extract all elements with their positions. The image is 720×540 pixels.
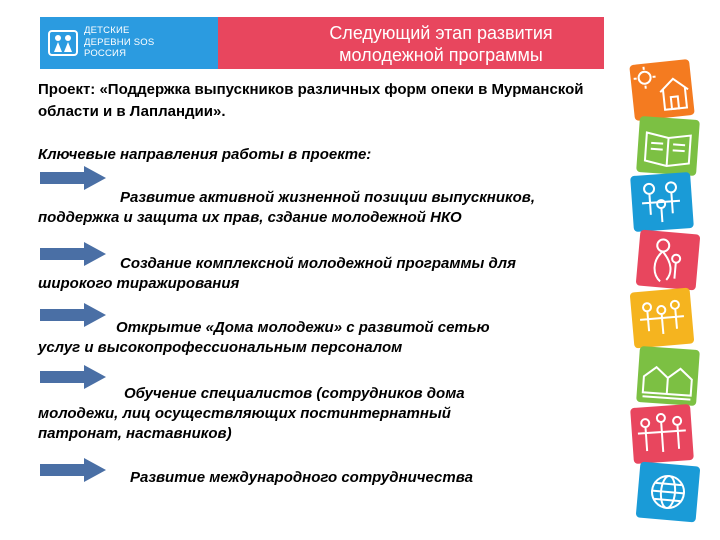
house-sun-icon xyxy=(629,59,695,121)
direction-line: молодежи, лиц осуществляющих постинтернатный xyxy=(38,405,451,422)
people-group-icon xyxy=(630,404,694,464)
direction-item xyxy=(38,318,628,358)
logo-text: ДЕТСКИЕ ДЕРЕВНИ SOS РОССИЯ xyxy=(84,25,155,59)
arrow-icon xyxy=(40,166,106,190)
village-icon xyxy=(636,346,700,406)
direction-item xyxy=(38,384,628,444)
sos-children-logo-icon xyxy=(48,28,78,58)
mother-child-icon xyxy=(636,229,701,290)
direction-line: широкого тиражирования xyxy=(38,275,240,292)
decorative-tiles xyxy=(622,62,718,532)
project-description: Проект: «Поддержка выпускников различных форм опеки в Мурманской области и в Лапландии». xyxy=(38,81,584,120)
direction-line: поддержка и защита их прав, сздание молодежной НКО xyxy=(38,209,462,226)
direction-item xyxy=(38,254,628,294)
sos-logo xyxy=(40,17,218,69)
direction-line: Открытие «Дома молодежи» с развитой сетью xyxy=(116,319,490,336)
direction-line: Развитие активной жизненной позиции выпускников, xyxy=(120,189,536,206)
direction-item xyxy=(38,188,628,228)
direction-line: Создание комплексной молодежной программы для xyxy=(120,255,516,272)
page-title xyxy=(218,17,604,69)
book-icon xyxy=(636,116,700,176)
title-line-2: молодежной программы xyxy=(339,45,543,65)
title-line-1: Следующий этап развития xyxy=(329,23,553,43)
family-icon xyxy=(630,172,694,232)
direction-item xyxy=(38,468,628,488)
directions-heading: Ключевые направления работы в проекте: xyxy=(38,146,372,163)
direction-line: услуг и высокопрофессиональным персоналом xyxy=(38,339,403,356)
children-playing-icon xyxy=(630,287,695,348)
direction-line: патронат, наставников) xyxy=(38,425,232,442)
direction-line: Обучение специалистов (сотрудников дома xyxy=(124,385,465,402)
globe-icon xyxy=(636,461,701,522)
direction-line: Развитие международного сотрудничества xyxy=(130,469,473,486)
